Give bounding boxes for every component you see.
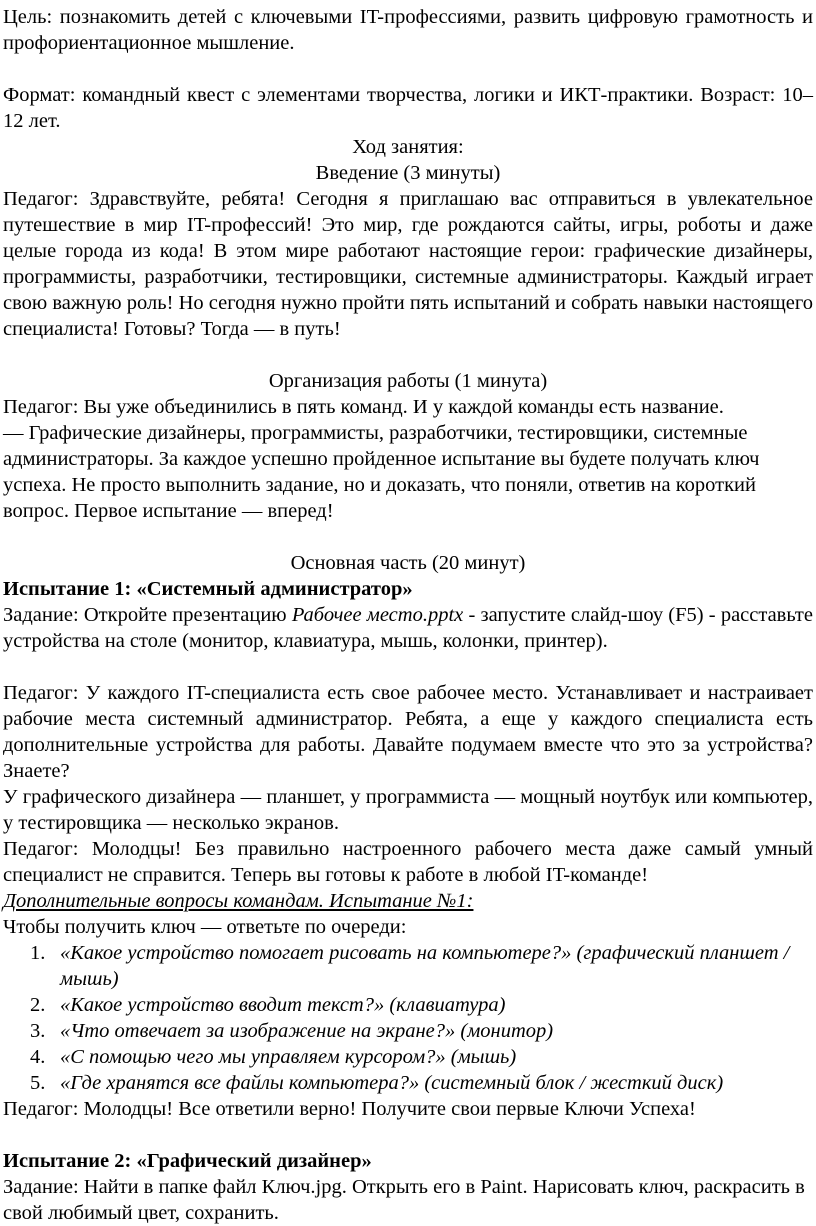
list-item-text: «Что отвечает за изображение на экране?» (монитор) [60,1020,554,1042]
spacer [3,1122,813,1148]
list-item [30,1018,813,1044]
list-item [30,940,813,992]
list-item-number: 5. [30,1072,46,1094]
list-item [30,1070,813,1096]
list-item [30,1044,813,1070]
test1-answer: У графического дизайнера — планшет, у программиста — мощный ноутбук или компьютер, у тестировщика — несколько экранов. [3,786,813,834]
organization-line-1: Педагог: Вы уже объединились в пять команд. И у каждой команды есть название. [3,396,724,418]
format-paragraph: Формат: командный квест с элементами творчества, логики и ИКТ-практики. Возраст: 10–12 лет. [3,84,813,132]
list-item-number: 1. [30,942,46,964]
test1-extra-heading-text: Дополнительные вопросы командам. Испытание №1: [3,890,474,912]
intro-section-heading: Введение (3 минуты) [315,162,501,184]
list-item-number: 2. [30,994,46,1016]
organization-line-2: — Графические дизайнеры, программисты, разработчики, тестировщики, системные администраторы. За каждое успешно пройденное испытание вы будете получать ключ успеха. Не просто выполнить задание, но и доказать, что поняли, ответив на короткий вопрос. Первое испытание — вперед! [3,422,760,522]
spacer [3,524,813,550]
list-item-number: 4. [30,1046,46,1068]
list-item-text: «Какое устройство вводит текст?» (клавиатура) [60,994,506,1016]
spacer [3,56,813,82]
goal-paragraph: Цель: познакомить детей с ключевыми IT-профессиями, развить цифровую грамотность и профориентационное мышление. [3,6,813,54]
test1-task-prefix: Задание: Откройте презентацию [3,604,292,626]
list-item-text: «Какое устройство помогает рисовать на компьютере?» (графический планшет / мышь) [60,942,790,990]
lesson-heading: Ход занятия: [352,136,464,158]
intro-section-text: Педагог: Здравствуйте, ребята! Сегодня я приглашаю вас отправиться в увлекательное путешествие в мир IT-профессий! Это мир, где рождаются сайты, игры, роботы и даже целые города из кода! В этом мире работают настоящие герои: графические дизайнеры, программисты, разработчики, тестировщики, системные администраторы. Каждый играет свою важную роль! Но сегодня нужно пройти пять испытаний и собрать навыки настоящего специалиста! Готовы? Тогда — в путь! [3,188,813,340]
test1-task-file: Рабочее место.pptx [291,604,464,626]
main-section-heading: Основная часть (20 минут) [290,552,526,574]
list-item-text: «С помощью чего мы управляем курсором?» (мышь) [60,1046,517,1068]
test1-questions-list [3,940,813,1096]
test1-task [3,602,813,654]
test2-title: Испытание 2: «Графический дизайнер» [3,1150,372,1172]
spacer [3,654,813,680]
test1-task-suffix: - запустите слайд-шоу (F5) - расставьте устройства на столе (монитор, клавиатура, мышь, колонки, принтер). [3,604,813,652]
test1-extra-intro: Чтобы получить ключ — ответьте по очереди: [3,916,407,938]
test1-teacher-2: Педагог: Молодцы! Без правильно настроенного рабочего места даже самый умный специалист не справится. Теперь вы готовы к работе в любой IT-команде! [3,838,813,886]
list-item [30,992,813,1018]
test1-closing: Педагог: Молодцы! Все ответили верно! Получите свои первые Ключи Успеха! [3,1098,696,1120]
test1-teacher-1: Педагог: У каждого IT-специалиста есть свое рабочее место. Устанавливает и настраивает рабочие места системный администратор. Ребята, а еще у каждого специалиста есть дополнительные устройства для работы. Давайте подумаем вместе что это за устройства? Знаете? [3,682,813,782]
spacer [3,342,813,368]
organization-heading: Организация работы (1 минута) [268,370,548,392]
list-item-text: «Где хранятся все файлы компьютера?» (системный блок / жесткий диск) [60,1072,724,1094]
list-item-number: 3. [30,1020,46,1042]
test1-title: Испытание 1: «Системный администратор» [3,578,413,600]
test1-extra-heading [3,888,813,914]
test2-task: Задание: Найти в папке файл Ключ.jpg. Открыть его в Paint. Нарисовать ключ, раскрасить в свой любимый цвет, сохранить. [3,1176,805,1224]
